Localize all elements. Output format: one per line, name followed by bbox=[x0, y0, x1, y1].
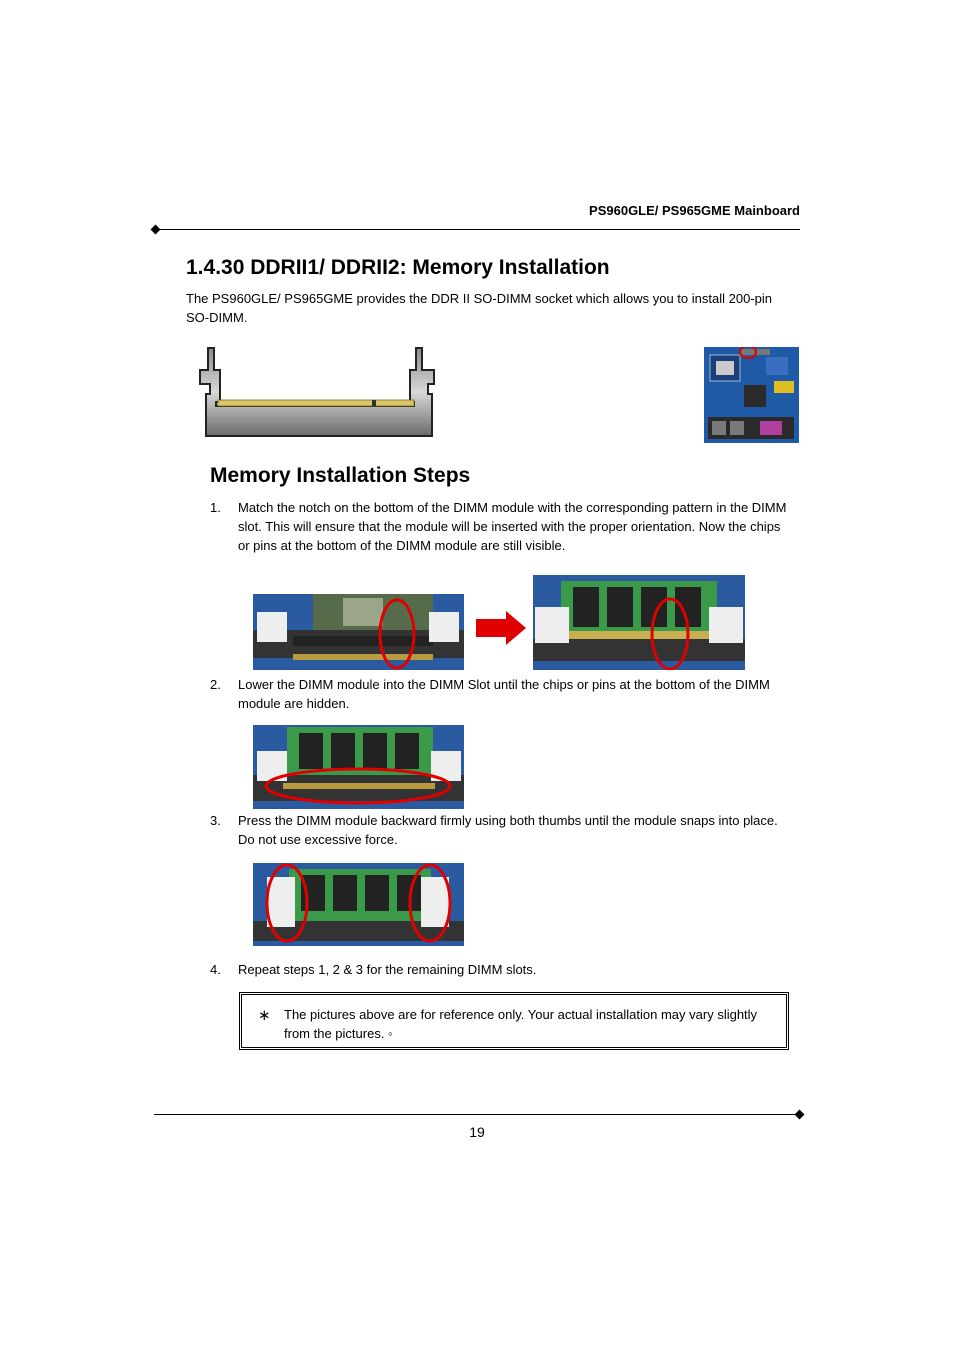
footer-rule bbox=[154, 1114, 798, 1115]
note-box bbox=[239, 992, 789, 1050]
section-title: 1.4.30 DDRII1/ DDRII2: Memory Installation bbox=[186, 256, 610, 279]
step-2-text: Lower the DIMM module into the DIMM Slot until the chips or pins at the bottom of the DIMM module are hidden. bbox=[238, 677, 770, 711]
step-4-text: Repeat steps 1, 2 & 3 for the remaining DIMM slots. bbox=[238, 962, 537, 977]
step-2-number: 2. bbox=[210, 677, 221, 692]
step-3-number: 3. bbox=[210, 813, 221, 828]
footer-diamond-icon bbox=[795, 1110, 805, 1120]
note-asterisk-icon: ∗ bbox=[258, 1007, 271, 1024]
sodimm-socket-diagram bbox=[194, 344, 440, 440]
page-number: 19 bbox=[469, 1124, 485, 1140]
step-3-photo bbox=[253, 863, 464, 946]
note-text: The pictures above are for reference only. Your actual installation may vary slightly from the pictures. ◦ bbox=[284, 1007, 758, 1041]
running-header: PS960GLE/ PS965GME Mainboard bbox=[589, 203, 800, 218]
steps-title: Memory Installation Steps bbox=[210, 464, 471, 487]
step-1-number: 1. bbox=[210, 500, 221, 515]
intro-paragraph: The PS960GLE/ PS965GME provides the DDR II SO-DIMM socket which allows you to install 200-pin SO-DIMM. bbox=[186, 291, 772, 325]
header-rule bbox=[156, 229, 800, 230]
step-2-photo bbox=[253, 725, 464, 809]
step-1-photo-before bbox=[253, 594, 464, 670]
mainboard-thumbnail bbox=[704, 347, 799, 443]
right-arrow-icon bbox=[476, 611, 526, 645]
step-4-number: 4. bbox=[210, 962, 221, 977]
step-1-text: Match the notch on the bottom of the DIMM module with the corresponding pattern in the DIMM slot. This will ensure that the module will be inserted with the proper orientation. Now the chips or pins at the bottom of the DIMM module are still visible. bbox=[238, 500, 787, 553]
step-1-photo-after bbox=[533, 575, 745, 670]
step-3-text: Press the DIMM module backward firmly using both thumbs until the module snaps into place. Do not use excessive force. bbox=[238, 813, 778, 847]
